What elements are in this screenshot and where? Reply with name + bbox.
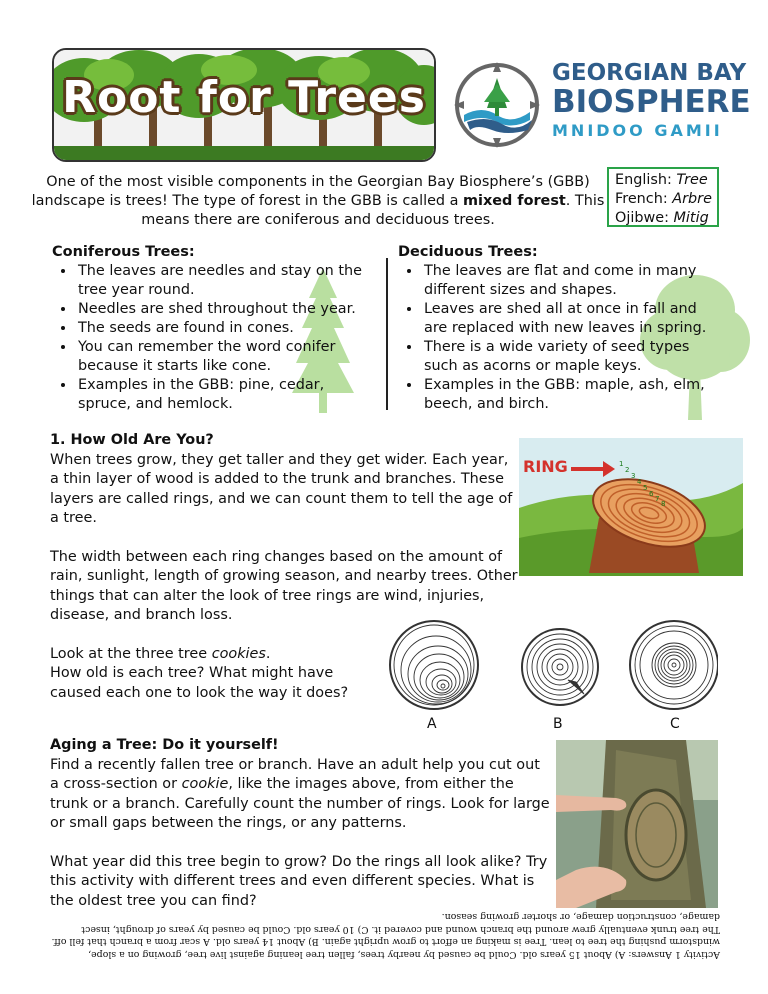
activity-answers-upside-down: Activity 1 Answers: A) About 15 years old. Could be caused by nearby trees, fallen tree leaning against live tree, growing on a slope, windstorm pushing the tree to lean. Tree is making an effort to grow upright again. B) About 14 years old. A scar from a branch that fell off. The tree trunk eventually grew around the branch wound and covered it. C) 10 years old. Could be caused by years of drought, insect damage, construction damage, or shorter growing season.: [51, 911, 720, 960]
title-banner: [52, 48, 436, 162]
translation-ojibwe: Ojibwe: Mitig: [615, 210, 709, 226]
translation-box: [607, 167, 719, 227]
paragraph: How old is each tree? What might have caused each one to look the way it does?: [50, 665, 349, 701]
ring-label: RING: [523, 457, 568, 476]
deciduous-section: [398, 244, 718, 414]
org-name-line3: MNIDOO GAMII: [552, 121, 723, 140]
list-item: • Needles are shed throughout the year.: [76, 300, 377, 319]
ring-number: 2: [625, 466, 630, 474]
cookie-label-a: A: [427, 716, 437, 732]
column-divider: [386, 258, 388, 410]
list-item: • Leaves are shed all at once in fall and are replaced with new leaves in spring.: [422, 300, 718, 338]
paragraph: Look at the three tree cookies.: [50, 645, 271, 662]
list-item: • There is a wide variety of seed types such as acorns or maple keys.: [422, 338, 718, 376]
coniferous-list: [52, 262, 377, 414]
paragraph: The width between each ring changes based on the amount of rain, sunlight, length of growing season, and nearby trees. Other things that can alter the look of tree rings are wind, injuries, disease, and branch loss.: [50, 548, 518, 623]
paragraph: When trees grow, they get taller and they get wider. Each year, a thin layer of wood is added to the trunk and branches. These layers are called rings, and we can count them to tell the age of a tree.: [50, 451, 513, 526]
paragraph: Find a recently fallen tree or branch. Have an adult help you cut out a cross-section or cookie, like the images above, from either the trunk or a branch. Carefully count the number of rings. Look for large or small gaps between the rings, or any patterns.: [50, 756, 550, 831]
ring-number: 6: [649, 490, 654, 498]
org-name-line1: GEORGIAN BAY: [552, 60, 747, 86]
translation-french: French: Arbre: [615, 191, 712, 207]
intro-bold-term: mixed forest: [463, 193, 566, 209]
gbb-logo-icon: [452, 60, 542, 150]
list-item: • The seeds are found in cones.: [76, 319, 377, 338]
cookie-a: [390, 621, 478, 709]
list-item: • Examples in the GBB: maple, ash, elm, beech, and birch.: [422, 376, 718, 414]
list-item: • The leaves are flat and come in many different sizes and shapes.: [422, 262, 718, 300]
coniferous-heading: Coniferous Trees:: [52, 244, 195, 260]
list-item: • You can remember the word conifer because it starts like cone.: [76, 338, 377, 376]
deciduous-list: [398, 262, 718, 414]
section-heading: Aging a Tree: Do it yourself!: [50, 737, 279, 753]
translation-english: English: Tree: [615, 172, 708, 188]
coniferous-section: [52, 244, 377, 414]
ring-number: 3: [631, 472, 636, 480]
do-it-yourself-section: [50, 736, 550, 911]
list-item: • Examples in the GBB: pine, cedar, spruce, and hemlock.: [76, 376, 377, 414]
ring-number: 4: [637, 478, 642, 486]
cookie-label-b: B: [553, 716, 563, 732]
cookie-c: [630, 621, 718, 709]
cookie-b: [522, 629, 598, 705]
org-name-line2: BIOSPHERE: [552, 84, 751, 120]
ring-number: 1: [619, 460, 624, 468]
deciduous-heading: Deciduous Trees:: [398, 244, 538, 260]
tree-stump-rings-image: [519, 438, 743, 576]
list-item: • The leaves are needles and stay on the tree year round.: [76, 262, 377, 300]
cookie-label-c: C: [670, 716, 680, 732]
hand-on-branch-photo: [556, 740, 718, 908]
intro-paragraph: One of the most visible components in the Georgian Bay Biosphere’s (GBB) landscape is trees! The type of forest in the GBB is called a mixed forest. This means there are coniferous and deciduous trees.: [31, 174, 605, 228]
ring-number: 5: [643, 484, 648, 492]
tree-cookies-image: [388, 620, 718, 715]
paragraph: What year did this tree begin to grow? Do the rings all look alike? Try this activity with different trees and even different species. What is the oldest tree you can find?: [50, 853, 548, 909]
ring-number: 8: [661, 500, 666, 508]
page-title: Root for Trees: [62, 72, 426, 123]
ring-number: 7: [655, 495, 660, 503]
section-heading: 1. How Old Are You?: [50, 432, 214, 448]
